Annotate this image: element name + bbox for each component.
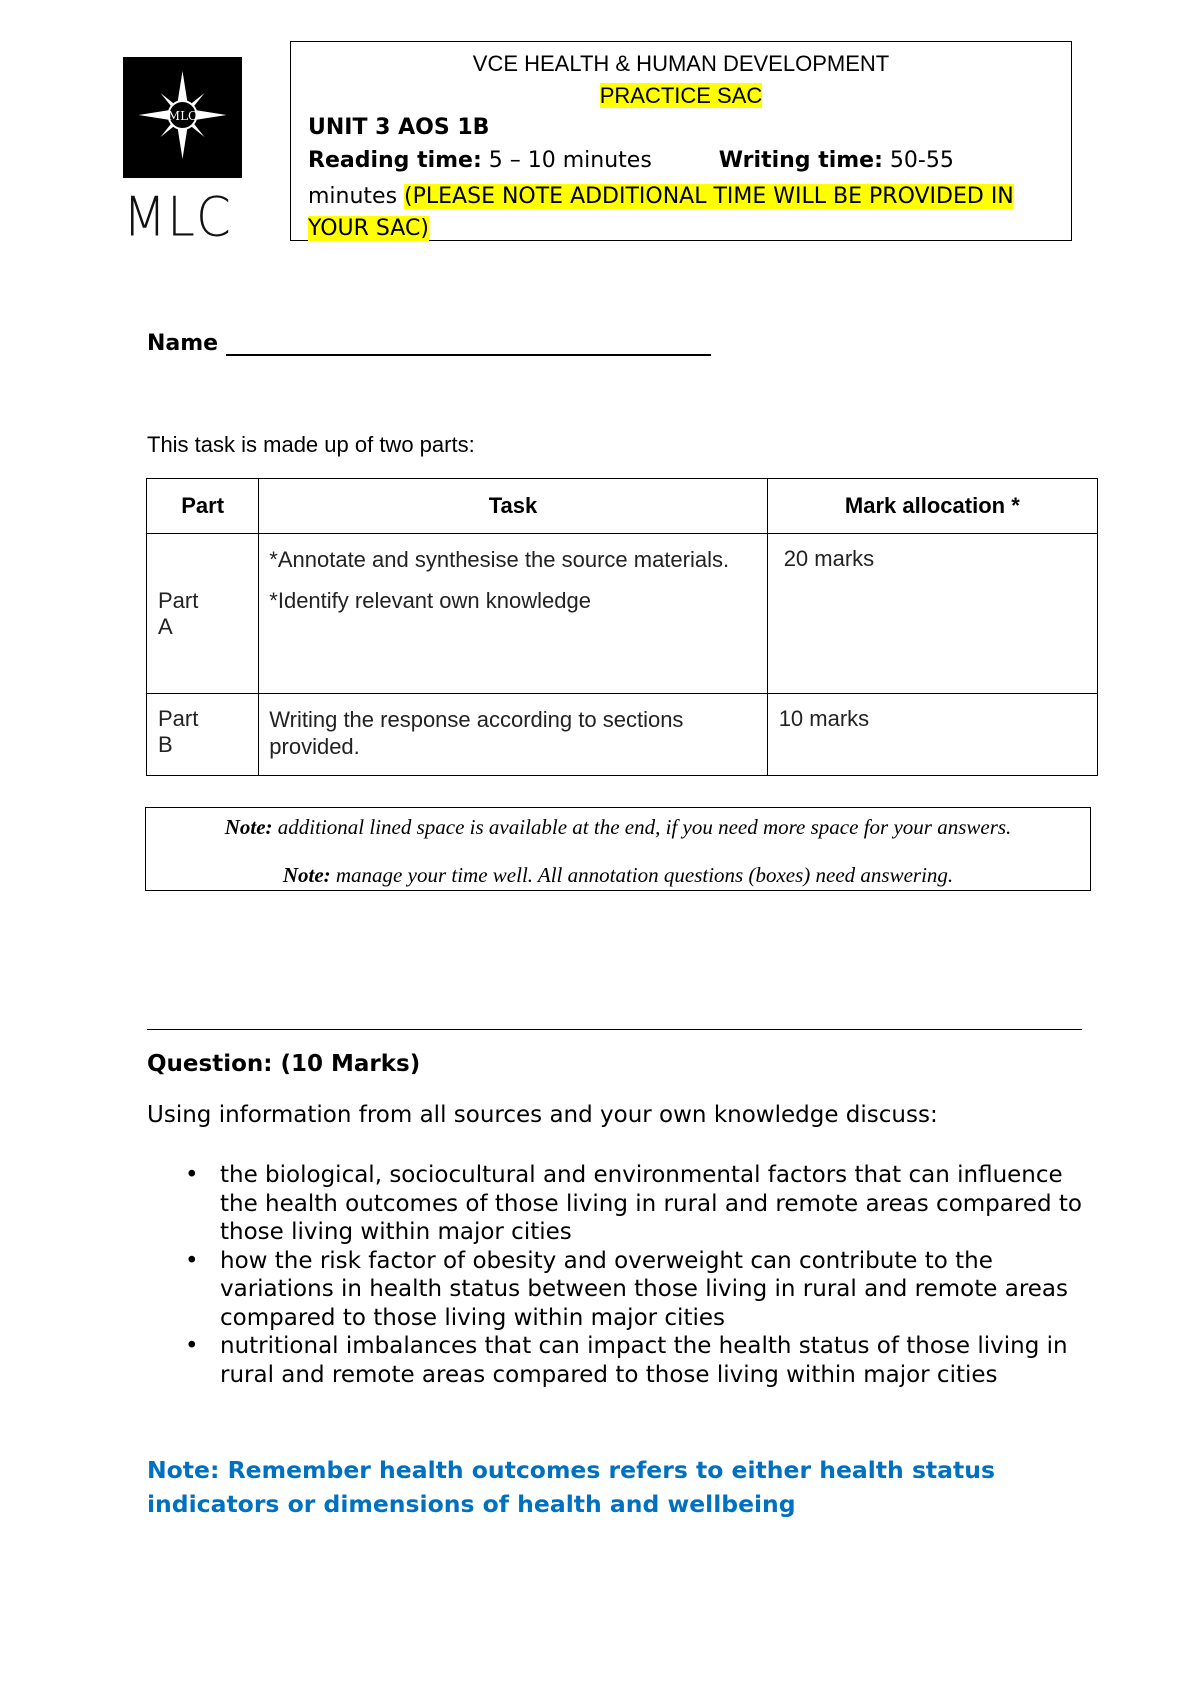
writing-time-value: 50-55 bbox=[882, 148, 954, 173]
name-field bbox=[147, 330, 711, 356]
task-line: Writing the response according to sections provided. bbox=[269, 707, 684, 759]
name-label: Name bbox=[147, 331, 219, 356]
additional-time-notice: (PLEASE NOTE ADDITIONAL TIME WILL BE PROVIDED IN YOUR SAC) bbox=[308, 184, 1014, 241]
bullet-icon: • bbox=[185, 1333, 199, 1359]
marks-cell: 10 marks bbox=[767, 694, 1097, 776]
writing-time-label: Writing time: bbox=[718, 148, 883, 173]
part-letter: B bbox=[158, 732, 173, 757]
header-box bbox=[290, 41, 1072, 241]
question-text: Using information from all sources and your own knowledge discuss: bbox=[147, 1102, 938, 1128]
emblem-text: MLC bbox=[167, 109, 198, 123]
part-cell bbox=[147, 534, 259, 694]
task-line: *Identify relevant own knowledge bbox=[269, 588, 591, 613]
reading-time-label: Reading time: bbox=[308, 148, 482, 173]
task-cell bbox=[259, 534, 767, 694]
bullet-text: the biological, sociocultural and environmental factors that can influence the health outcomes of those living in rural and remote areas compared to those living within major cities bbox=[220, 1162, 1082, 1245]
school-logo bbox=[123, 57, 245, 249]
name-blank-line[interactable] bbox=[226, 330, 711, 356]
star-emblem-icon bbox=[123, 57, 242, 178]
task-cell bbox=[259, 694, 767, 776]
note-text: additional lined space is available at the end, if you need more space for your answers. bbox=[272, 815, 1012, 839]
parts-table bbox=[146, 478, 1098, 776]
note-line-1 bbox=[146, 815, 1090, 840]
time-notice-line bbox=[308, 181, 1068, 245]
section-divider bbox=[147, 1029, 1082, 1030]
time-line bbox=[308, 148, 1068, 173]
table-row bbox=[147, 694, 1098, 776]
health-outcomes-note: Note: Remember health outcomes refers to either health status indicators or dimensions of health and wellbeing bbox=[147, 1456, 995, 1518]
bullet-icon: • bbox=[185, 1162, 199, 1188]
course-title: VCE HEALTH & HUMAN DEVELOPMENT bbox=[472, 51, 890, 76]
marks-cell: 20 marks bbox=[767, 534, 1097, 694]
part-cell bbox=[147, 694, 259, 776]
minutes-text: minutes bbox=[308, 184, 405, 209]
question-heading: Question: (10 Marks) bbox=[147, 1051, 421, 1077]
part-letter: A bbox=[158, 613, 173, 639]
list-item bbox=[147, 1161, 1092, 1247]
note-label: Note: bbox=[224, 815, 273, 839]
unit-label: UNIT 3 AOS 1B bbox=[308, 115, 490, 140]
question-bullets bbox=[147, 1161, 1092, 1389]
note-box bbox=[145, 807, 1091, 891]
header-part: Part bbox=[147, 479, 259, 534]
table-row bbox=[147, 534, 1098, 694]
header-mark-allocation: Mark allocation * bbox=[767, 479, 1097, 534]
course-subtitle bbox=[291, 83, 1071, 109]
note-text: manage your time well. All annotation questions (boxes) need answering. bbox=[330, 863, 954, 887]
list-item bbox=[147, 1332, 1092, 1389]
reading-time-value: 5 – 10 minutes bbox=[481, 148, 652, 173]
logo-wordmark: MLC bbox=[123, 185, 232, 249]
note-line-2 bbox=[146, 863, 1090, 888]
list-item bbox=[147, 1247, 1092, 1333]
note-label: Note: bbox=[282, 863, 331, 887]
task-line: *Annotate and synthesise the source materials. bbox=[269, 547, 730, 572]
part-label: Part bbox=[158, 587, 199, 613]
part-label: Part bbox=[158, 706, 199, 731]
bullet-text: nutritional imbalances that can impact the health status of those living in rural and remote areas compared to those living within major cities bbox=[220, 1333, 1068, 1388]
bullet-text: how the risk factor of obesity and overweight can contribute to the variations in health status between those living in rural and remote areas compared to those living within major cities bbox=[220, 1247, 1069, 1331]
header-task: Task bbox=[259, 479, 767, 534]
bullet-icon: • bbox=[185, 1247, 199, 1274]
subtitle-highlight: PRACTICE SAC bbox=[599, 83, 763, 108]
intro-text: This task is made up of two parts: bbox=[147, 432, 475, 457]
table-header-row bbox=[147, 479, 1098, 534]
